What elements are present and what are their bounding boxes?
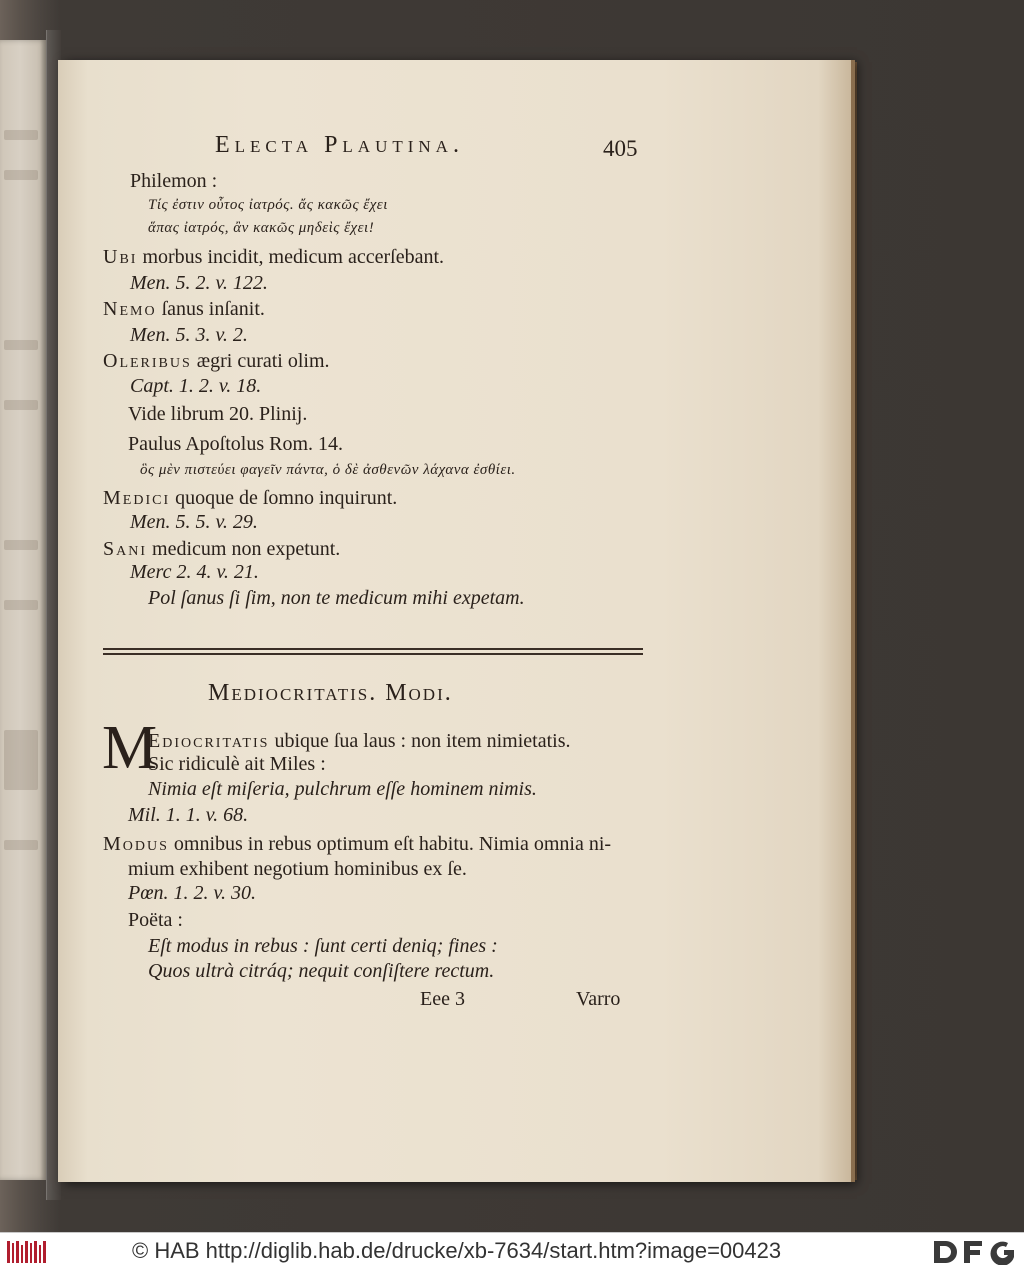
- reference: Men. 5. 5. v. 29.: [130, 511, 258, 533]
- entry-text: ſanus inſanit.: [161, 298, 265, 320]
- philemon-label: Philemon :: [130, 170, 218, 192]
- entry-lead-word: Ubi: [103, 246, 138, 268]
- greek-line-3: ὃς μὲν πιστεύει φαγεῖν πάντα, ὁ δὲ ἀσθενῶν λάχανα ἐσθίει.: [140, 462, 516, 478]
- section-rule-top: [103, 648, 643, 650]
- entry-oleribus: [103, 350, 330, 373]
- entry-sani: [103, 538, 340, 561]
- entry-lead-word: Sani: [103, 538, 148, 560]
- entry-lead-word: Modus: [103, 833, 169, 855]
- quotation: Nimia eſt miſeria, pulchrum eſſe hominem nimis.: [148, 778, 537, 800]
- signature-mark: Eee 3: [420, 988, 465, 1010]
- section-rule-bottom: [103, 653, 643, 655]
- reference: Merc 2. 4. v. 21.: [130, 561, 259, 583]
- footer-url: © HAB http://diglib.hab.de/drucke/xb-7634/start.htm?image=00423: [132, 1238, 782, 1263]
- poeta-label: Poëta :: [128, 909, 183, 931]
- reference: Mil. 1. 1. v. 68.: [128, 804, 249, 826]
- reference: Pœn. 1. 2. v. 30.: [128, 882, 256, 904]
- hab-logo-icon: [6, 1239, 48, 1265]
- entry-modus-line-2: mium exhibent negotium hominibus ex ſe.: [128, 858, 467, 880]
- entry-text: ubique ſua laus : non item nimietatis.: [274, 730, 571, 752]
- catchword: Varro: [576, 988, 621, 1010]
- drop-cap: M: [102, 714, 158, 782]
- paulus-line: Paulus Apoſtolus Rom. 14.: [128, 433, 344, 455]
- page-number: 405: [603, 136, 638, 161]
- entry-medici: [103, 487, 397, 510]
- footer-bar: [0, 1232, 1024, 1271]
- verse-line-1: Eſt modus in rebus : ſunt certi deniq; fines :: [148, 935, 498, 957]
- verse-line-2: Quos ultrà citráq; nequit conſiſtere rectum.: [148, 960, 495, 982]
- section-paragraph-line-1: [148, 730, 571, 753]
- entry-text: medicum non expetunt.: [152, 538, 341, 560]
- section-paragraph-line-2: Sic ridiculè ait Miles :: [148, 753, 326, 775]
- quotation: Pol ſanus ſi ſim, non te medicum mihi expetam.: [148, 587, 525, 609]
- entry-modus: [103, 833, 611, 856]
- entry-ubi: [103, 246, 444, 269]
- reference: Men. 5. 2. v. 122.: [130, 272, 268, 294]
- entry-lead-word: Nemo: [103, 298, 157, 320]
- entry-lead-word: Medici: [103, 487, 171, 509]
- facing-page-edge: [0, 40, 46, 1180]
- running-head: Electa Plautina.: [215, 132, 464, 158]
- entry-text: morbus incidit, medicum accerſebant.: [142, 246, 445, 268]
- entry-text: ægri curati olim.: [196, 350, 330, 372]
- reference: Capt. 1. 2. v. 18.: [130, 375, 262, 397]
- section-title: Mediocritatis. Modi.: [208, 680, 453, 706]
- greek-line-2: ἅπας ἰατρός, ἂν κακῶς μηδεὶς ἔχει!: [148, 220, 375, 236]
- entry-lead-word: Oleribus: [103, 350, 192, 372]
- entry-nemo: [103, 298, 265, 321]
- entry-text: omnibus in rebus optimum eſt habitu. Nimia omnia ni-: [173, 833, 612, 855]
- entry-lead-word: Ediocritatis: [148, 730, 270, 752]
- vide-line: Vide librum 20. Plinij.: [128, 403, 308, 425]
- reference: Men. 5. 3. v. 2.: [130, 324, 248, 346]
- dfg-logo-icon: [932, 1239, 1018, 1265]
- greek-line-1: Τίς ἐστιν οὗτος ἰατρός. ἄς κακῶς ἔχει: [148, 197, 388, 213]
- entry-text: quoque de ſomno inquirunt.: [175, 487, 398, 509]
